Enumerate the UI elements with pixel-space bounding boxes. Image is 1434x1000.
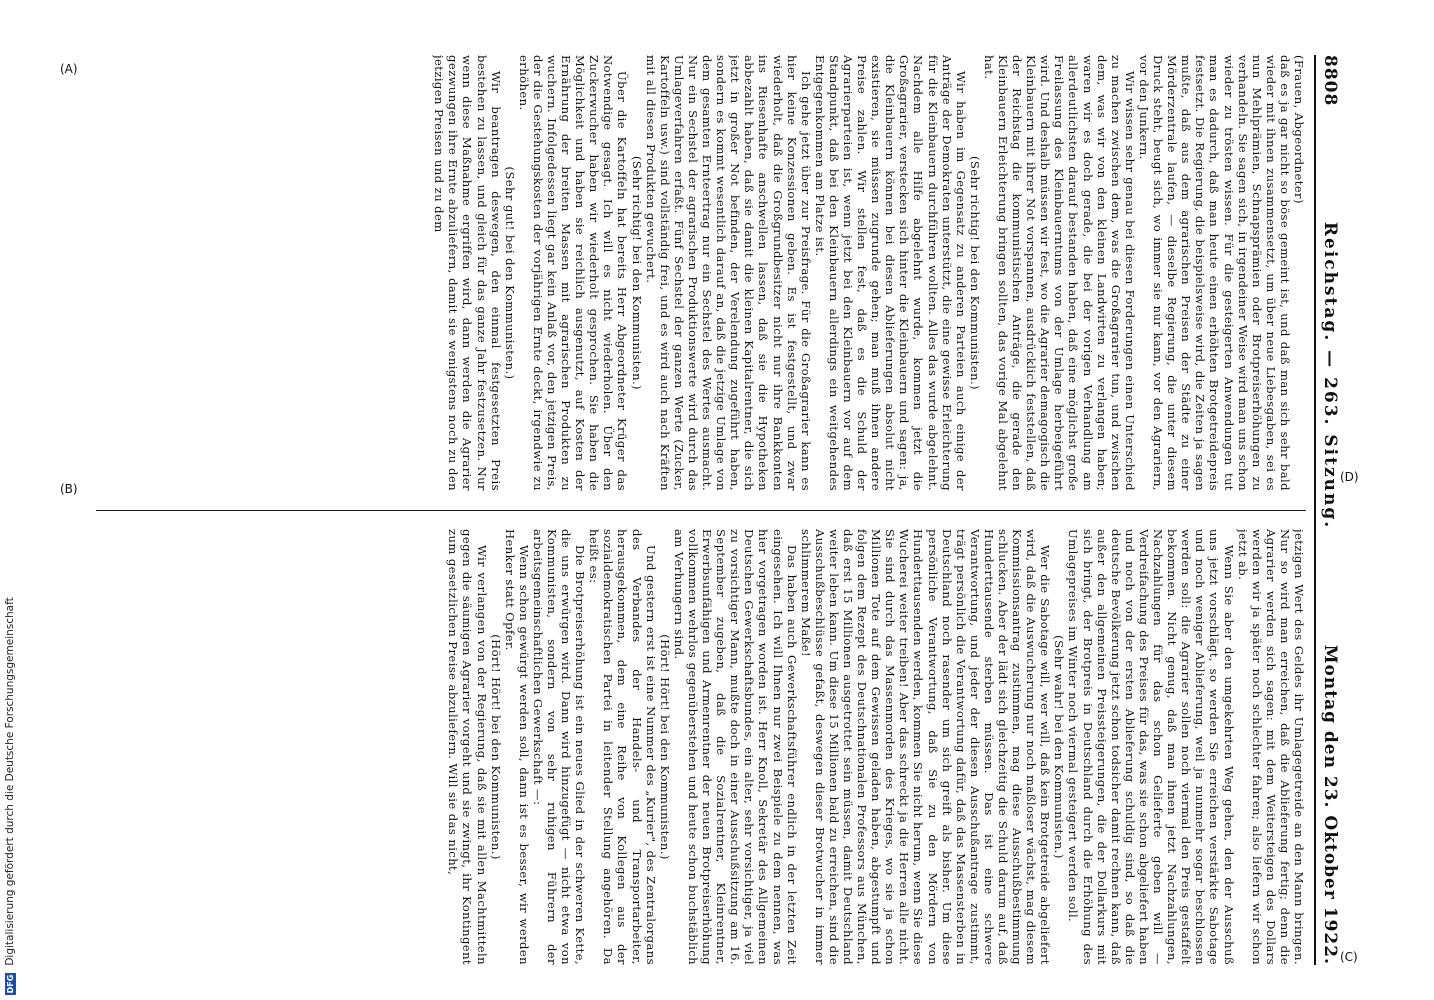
- left-column: [86, 55, 1306, 491]
- marker-d: (D): [1340, 470, 1359, 484]
- rotated-page-content: [80, 55, 1350, 965]
- marker-c: (C): [1340, 950, 1358, 964]
- dfg-logo: DFG: [5, 974, 15, 994]
- paragraph: Über die Kartoffeln hat bereits Herr Abgeordneter Krüger das Notwendige gesagt. Ich will es nicht wiederholen. Über den Zuckerwucher haben wir wiederholt gesprochen. Sie haben die Möglichkeit und haben sie reichlich ausgenutzt, auf Kosten der Ernährung der breiten Massen mit agrarischen Produkten zu wuchern. Infolgedessen liegt gar kein Anlaß vor, den jetzigen Preis, der die Gestehungskosten der vorjährigen Ernte deckt, irgendwie zu erhöhen.: [516, 55, 630, 491]
- paragraph: Die Brotpreiserhöhung ist ein neues Glied in der schweren Kette, die uns erwürgen wird. Dann wird hinzugefügt — nicht etwa von Kommunisten, sondern von sehr ruhigen Führern der arbeitsgemeinschaftlichen Gewerkschaft —:: [530, 529, 588, 965]
- paragraph: (Frauen, Abgeordneter): [1292, 55, 1306, 204]
- credit-text: Digitalisierung gefördert durch die Deutsche Forschungsgemeinschaft: [4, 597, 16, 966]
- header-date: Montag den 23. Oktober 1922.: [1320, 644, 1340, 965]
- interjection: (Sehr richtig! bei den Kommunisten.): [629, 156, 644, 390]
- paragraph: Wer die Sabotage will, wer will, daß kein Brotgetreide abgeliefert wird, daß die Auswucherung nur noch maßloser wächst, mag diesem Kommissionsantrag zustimmen, mag diese Ausschußbestimmung schlucken. Aber der lädt sich gleichzeitig die Schuld darum auf, daß Hunderttausende sterben müssen. Das ist eine schwere Verantwortung, und jeder der diesen Ausschußantrage zustimmt, trägt persönlich die Verantwortung dafür, daß das Massensterben in Deutschland noch rasender um sich greift als bisher. Um diese persönliche Verantwortung, daß Sie zu den Mördern von Hunderttausenden werden, kommen Sie nicht herum, wenn Sie diese Wucherei weiter treiben! Aber das schreckt ja die Herren alle nicht. Sie sind durch das Massenmorden des Krieges, wo sie ja schon Millionen Tote auf dem Gewissen geladen haben, abgestumpft und folgen dem Rezept des Deutschnationalen Professors aus München, daß erst 15 Millionen ausgetrottet sein müssen, damit Deutschland weiter leben kann. Um diese 15 Millionen bald zu erreichen, sind die Ausschußbeschlüsse gefaßt, deswegen dieser Brotwucher in immer schlimmerem Maße!: [798, 529, 1053, 965]
- paragraph: Wir haben im Gegensatz zu anderen Parteien auch einige der Anträge der Demokraten unterstützt, die eine gewisse Erleichterung für die Kleinbauern durchführen wollten. Alles das wurde abgelehnt. Nachdem alle Hilfe abgelehnt wurde, kommen jetzt die Großagrarier, verstecken sich hinter die Kleinbauern und sagen: ja, die Kleinbauern können bei diesen Ablieferungen absolut nicht existieren, sie müssen zugrunde gehen; man muß ihnen andere Preise zahlen. Wir stellen fest, daß es die Schuld der Agrarierparteien ist, wenn jetzt bei den Kleinbauern vor auf dem Standpunkt, daß bei den Kleinbauern allerdings ein weitgehendes Entgegenkommen am Platze ist.: [812, 55, 968, 491]
- digitization-credit: [4, 5, 18, 995]
- paragraph: Und gestern erst ist eine Nummer des „Kurier", des Zentralorgans des Verbandes der Handels- und Transportarbeiter, herausgekommen, dem eine Reihe von Kollegen aus der sozialdemokratischen Partei in leitender Stellung angehören. Da heißt es:: [587, 529, 658, 965]
- interjection: (Sehr richtig! bei den Kommunisten.): [967, 156, 982, 390]
- marker-b: (B): [60, 482, 78, 496]
- page-number: 8808: [1320, 55, 1340, 107]
- paragraph: Wenn schon gewürgt werden soll, dann ist es besser, wir werden Henker statt Opfer.: [502, 529, 531, 965]
- page-header: [1314, 55, 1350, 965]
- paragraph: daß es ja gar nicht so böse gemeint ist, und daß man sich sehr bald wieder mit ihnen zusammensetzt, um über neue Liebesgaben, sei es nun Mehlprämien, Schnapsprämien oder Brotpreiserhöhungen zu verhandeln. Sie sagen sich, in irgendeiner Weise wird man uns schon wieder zu trösten wissen. Für die gesteigerten Anwendungen tut man es dadurch, daß man heute einen erhöhten Brotgetreidepreis festsetzt. Die Regierung, die beispielsweise wird, die Zeiten ja sagen mußte, daß aus dem agrarischen Preisen der Städte zu einer Mörderzentrale laufen, — dieselbe Regierung, die unter diesem Druck steht, beugt sich, wo immer sie nur kann, vor den Agrariern, vor den Junkern.: [1136, 55, 1292, 491]
- paragraph: Wir verlangen von der Regierung, daß sie mit allen Machtmitteln gegen die säumigen Agrarier vorgeht und sie zwingt, ihr Kontingent zum gesetzlichen Preise abzuliefern. Will sie das nicht,: [446, 529, 489, 965]
- paragraph: jetzigen Wert des Geldes ihr Umlagegetreide an den Mann bringen. Nur so wird man erreichen, daß die Ablieferung fertig; denn die Agrarier werden sich sagen: mit dem Weitersteigen des Dollars werden wir ja später noch schlechter fahren; also liefern wir schon jetzt ab.: [1235, 529, 1306, 965]
- marker-a: (A): [60, 62, 78, 76]
- column-divider: [96, 510, 1306, 511]
- paragraph: Wir wissen sehr genau bei diesen Forderungen einen Unterschied zu machen zwischen dem, was die Großagrarier tun, und zwischen dem, was wir von den kleinen Landwirten zu verlangen haben; waren wir es doch gerade, die bei der vorigen Verhandlung am allerdeutlichsten darauf bestanden haben, daß eine möglichst große Freilassung des Kleinbauerntums von der Umlage herbeigeführt wird. Und deshalb müssen wir fest, wo die Agrarier demagogisch die Kleinbauern mit ihrer Not vorspannen, ausdrücklich feststellen, daß der Reichstag die kommunistischen Anträge, die gerade den Kleinbauern Erleichterung bringen sollten, das vorige Mal abgelehnt hat.: [981, 55, 1137, 491]
- interjection: (Sehr wahr! bei den Kommunisten.): [1052, 635, 1067, 859]
- document-page: [80, 55, 1350, 965]
- paragraph: Wir beantragen deswegen, den einmal festgesetzten Preis bestehen zu lassen, und gleich für das ganze Jahr festzusetzen. Nur wenn diese Maßnahme ergriffen wird, dann werden die Agrarier gezwungen ihre Ernte abzuliefern, damit sie wenigstens noch zu den jetzigen Preisen und zu dem: [432, 55, 503, 491]
- paragraph: Wenn Sie aber den umgekehrten Weg gehen, den der Ausschuß uns jetzt vorschlägt, so werden Sie erreichen verstärkte Sabotage und noch weniger Ablieferung, weil ja nunmehr sogar beschlossen werden soll: die Agrarier sollen noch viermal den Preis gestaffelt bekommen. Nicht genug, daß man ihnen jetzt Nachzahlungen, Nachzahlungen für das schon Gelieferte geben will — Verdreifachung des Preises für das, was sie schon abgeliefert haben und noch von der ersten Ablieferung schuldig sind, so daß die deutsche Bevölkerung jetzt schon todsicher damit rechnen kann, daß außer den allgemeinen Preissteigerungen, die der Dollarkurs mit sich bringt, der Brotpreis in Deutschland durch die Erhöhung des Umlagepreises im Winter noch viermal gesteigert werden soll.: [1066, 529, 1236, 965]
- paragraph: Das haben auch Gewerkschaftsführer endlich in der letzten Zeit eingesehen. Ich will Ihnen nur zwei Beispiele zu dem nennen, was hier vorgetragen worden ist. Herr Knoll, Sekretär des Allgemeinen Deutschen Gewerkschaftsbundes, ein alter, sehr vorsichtiger, ja viel zu vorsichtiger Mann, mußte doch in einer Ausschußsitzung am 16. September zugeben, daß die Sozialrentner, Kleinrentner, Erwerbsunfähigen und Armenrentner der neuen Brotpreiserhöhung vollkommen wehrlos gegenüberstehen und heute schon buchstäblich am Verhungern sind.: [671, 529, 799, 965]
- right-column: [86, 529, 1306, 965]
- header-title: Reichstag. — 263. Sitzung.: [1320, 221, 1340, 530]
- paragraph: Ich gehe jetzt über zur Preisfrage. Für die Großagrarier kann es hier keine Konzessionen geben. Es ist festgestellt, und zwar wiederholt, daß die Großgrundbesitzer nicht nur ihre Bankkonten ins Riesenhafte anschwellen lassen, daß sie die Hypotheken abbezahlt haben, daß sie damit die kleinen Kapitalrentner, die sich jetzt in großer Not befinden, der Verelendung zugeführt haben, sondern es kommt wesentlich darauf an, daß die jetzige Umlage von dem gesamten Ernteertrag nur ein Sechstel des Wertes ausmacht. Nur ein Sechstel der agrarischen Produktionswerte wird durch das Umlageverfahren erfaßt. Fünf Sechstel der ganzen Werte (Zucker, Kartoffeln usw.) sind vollständig frei, und es wird auch nach Kräften mit all diesen Produkten gewuchert.: [643, 55, 813, 491]
- interjection: (Hört! Hört! bei den Kommunisten.): [657, 634, 672, 860]
- interjection: (Sehr gut! bei den Kommunisten.): [502, 166, 517, 380]
- interjection: (Hört! Hört! bei den Kommunisten.): [488, 634, 503, 860]
